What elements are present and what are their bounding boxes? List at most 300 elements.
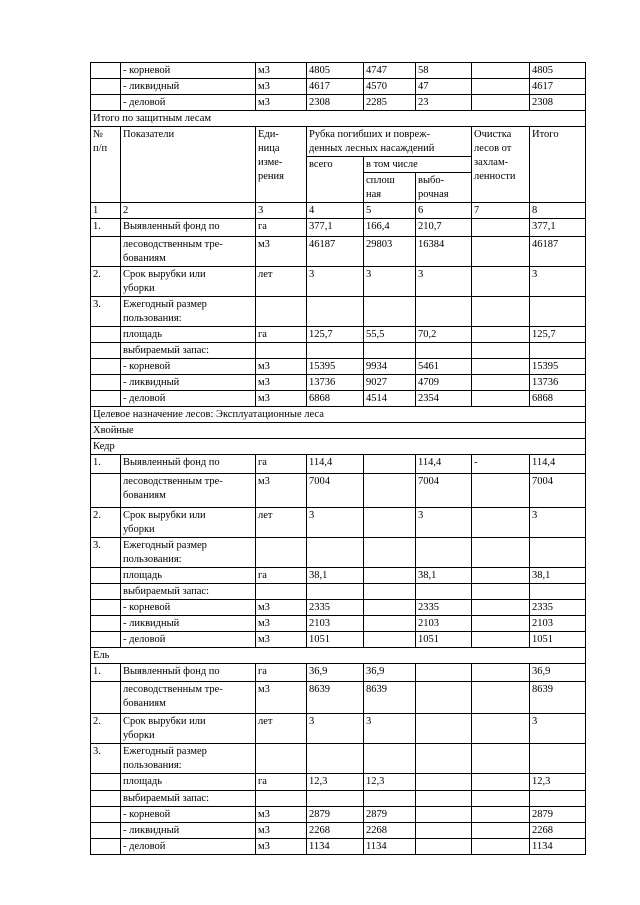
- table-cell: Итого: [530, 127, 586, 203]
- table-cell: 9027: [364, 375, 416, 391]
- table-cell: [91, 600, 121, 616]
- table-cell: [91, 568, 121, 584]
- table-cell: 46187: [530, 237, 586, 267]
- table-cell: - корневой: [121, 807, 256, 823]
- table-cell: [472, 343, 530, 359]
- table-cell: [91, 823, 121, 839]
- table-row: [91, 359, 586, 375]
- table-cell: 15395: [307, 359, 364, 375]
- table-cell: [472, 682, 530, 714]
- table-cell: [530, 538, 586, 568]
- table-cell: Срок вырубки или уборки: [121, 508, 256, 538]
- table-cell: 70,2: [416, 327, 472, 343]
- table-cell: 9934: [364, 359, 416, 375]
- table-cell: [364, 584, 416, 600]
- table-cell: 16384: [416, 237, 472, 267]
- table-cell: [256, 584, 307, 600]
- table-cell: [91, 474, 121, 508]
- table-cell: [472, 664, 530, 682]
- table-header-row: [91, 127, 586, 157]
- table-cell: 2308: [307, 95, 364, 111]
- table-cell: [472, 600, 530, 616]
- table-cell: Очистка лесов от захлам- ленности: [472, 127, 530, 203]
- table-cell: 3: [307, 267, 364, 297]
- table-cell: [416, 664, 472, 682]
- table-cell: [472, 744, 530, 774]
- table-cell: [472, 616, 530, 632]
- table-cell: 36,9: [307, 664, 364, 682]
- table-cell: 4617: [307, 79, 364, 95]
- table-cell: площадь: [121, 327, 256, 343]
- table-cell: Показатели: [121, 127, 256, 203]
- table-cell: -: [472, 455, 530, 474]
- table-cell: [91, 616, 121, 632]
- table-cell: 2335: [530, 600, 586, 616]
- table-row: [91, 616, 586, 632]
- table-cell: [472, 391, 530, 407]
- table-cell: 125,7: [530, 327, 586, 343]
- table-cell: [472, 584, 530, 600]
- table-cell: 3: [256, 203, 307, 219]
- table-cell: Срок вырубки или уборки: [121, 714, 256, 744]
- table-cell: [530, 744, 586, 774]
- table-cell: 12,3: [364, 774, 416, 791]
- table-cell: [416, 682, 472, 714]
- table-cell: 3.: [91, 744, 121, 774]
- table-cell: га: [256, 568, 307, 584]
- table-cell: [472, 359, 530, 375]
- table-cell: 2285: [364, 95, 416, 111]
- table-cell: [472, 774, 530, 791]
- table-cell: м3: [256, 632, 307, 648]
- table-cell: 8639: [364, 682, 416, 714]
- table-cell: [416, 744, 472, 774]
- table-cell: Кедр: [91, 439, 586, 455]
- table-cell: [530, 791, 586, 807]
- table-cell: [91, 682, 121, 714]
- table-cell: 3: [307, 508, 364, 538]
- table-cell: 7004: [416, 474, 472, 508]
- table-cell: площадь: [121, 568, 256, 584]
- table-cell: выбираемый запас:: [121, 584, 256, 600]
- table-row: [91, 508, 586, 538]
- table-cell: [91, 375, 121, 391]
- table-cell: 3: [307, 714, 364, 744]
- table-cell: [91, 237, 121, 267]
- table-cell: [91, 63, 121, 79]
- table-cell: 3: [530, 508, 586, 538]
- table-cell: 2268: [307, 823, 364, 839]
- table-cell: 13736: [307, 375, 364, 391]
- table-cell: [416, 714, 472, 744]
- table-cell: в том числе: [364, 157, 472, 173]
- section-row: [91, 423, 586, 439]
- table-cell: 5461: [416, 359, 472, 375]
- forest-use-table: [90, 62, 586, 855]
- table-cell: 4514: [364, 391, 416, 407]
- table-cell: [472, 508, 530, 538]
- table-cell: 2.: [91, 508, 121, 538]
- table-row: [91, 327, 586, 343]
- table-cell: [416, 807, 472, 823]
- table-cell: 4709: [416, 375, 472, 391]
- table-cell: [472, 632, 530, 648]
- table-cell: Итого по защитным лесам: [91, 111, 586, 127]
- table-cell: 47: [416, 79, 472, 95]
- table-cell: 6: [416, 203, 472, 219]
- table-cell: - корневой: [121, 359, 256, 375]
- table-cell: 6868: [307, 391, 364, 407]
- table-cell: м3: [256, 391, 307, 407]
- table-cell: [472, 63, 530, 79]
- table-cell: выбираемый запас:: [121, 791, 256, 807]
- table-cell: [364, 632, 416, 648]
- table-row: [91, 219, 586, 237]
- table-cell: м3: [256, 237, 307, 267]
- table-row: [91, 632, 586, 648]
- table-cell: [364, 791, 416, 807]
- table-cell: Ежегодный размер пользования:: [121, 744, 256, 774]
- table-cell: м3: [256, 359, 307, 375]
- table-cell: 377,1: [307, 219, 364, 237]
- table-row: [91, 823, 586, 839]
- table-row: [91, 63, 586, 79]
- table-cell: 36,9: [530, 664, 586, 682]
- table-cell: 1.: [91, 455, 121, 474]
- table-cell: [91, 95, 121, 111]
- table-cell: 29803: [364, 237, 416, 267]
- table-cell: 6868: [530, 391, 586, 407]
- table-cell: [91, 774, 121, 791]
- table-row: [91, 682, 586, 714]
- table-cell: [472, 237, 530, 267]
- table-cell: м3: [256, 95, 307, 111]
- table-cell: 55,5: [364, 327, 416, 343]
- table-cell: - деловой: [121, 391, 256, 407]
- table-cell: 4747: [364, 63, 416, 79]
- table-cell: [256, 744, 307, 774]
- table-cell: [530, 343, 586, 359]
- table-cell: 1134: [307, 839, 364, 855]
- table-body: [91, 63, 586, 855]
- table-row: [91, 455, 586, 474]
- table-cell: лет: [256, 714, 307, 744]
- table-row: [91, 237, 586, 267]
- table-cell: лесоводственным тре- бованиям: [121, 682, 256, 714]
- table-row: [91, 600, 586, 616]
- table-cell: 2879: [364, 807, 416, 823]
- table-cell: м3: [256, 474, 307, 508]
- table-cell: 2103: [530, 616, 586, 632]
- table-cell: Еди- ница изме- рения: [256, 127, 307, 203]
- table-cell: 1134: [364, 839, 416, 855]
- table-cell: Срок вырубки или уборки: [121, 267, 256, 297]
- table-cell: 38,1: [416, 568, 472, 584]
- table-cell: га: [256, 455, 307, 474]
- table-cell: 1051: [530, 632, 586, 648]
- table-cell: [364, 600, 416, 616]
- table-cell: 8639: [530, 682, 586, 714]
- table-cell: лет: [256, 508, 307, 538]
- table-row: [91, 744, 586, 774]
- table-cell: м3: [256, 600, 307, 616]
- table-cell: [307, 297, 364, 327]
- table-cell: [307, 584, 364, 600]
- table-cell: Выявленный фонд по: [121, 664, 256, 682]
- table-cell: лесоводственным тре- бованиям: [121, 474, 256, 508]
- table-cell: [472, 79, 530, 95]
- table-cell: [364, 343, 416, 359]
- table-cell: [91, 839, 121, 855]
- table-cell: - ликвидный: [121, 375, 256, 391]
- table-cell: 125,7: [307, 327, 364, 343]
- table-cell: 114,4: [416, 455, 472, 474]
- table-cell: 4617: [530, 79, 586, 95]
- table-cell: 7004: [530, 474, 586, 508]
- table-cell: 3: [416, 508, 472, 538]
- table-cell: 114,4: [530, 455, 586, 474]
- table-cell: Ель: [91, 648, 586, 664]
- table-cell: м3: [256, 839, 307, 855]
- table-cell: м3: [256, 807, 307, 823]
- table-row: [91, 95, 586, 111]
- table-cell: м3: [256, 79, 307, 95]
- table-row: [91, 267, 586, 297]
- table-cell: [416, 823, 472, 839]
- table-cell: [472, 267, 530, 297]
- table-cell: 7004: [307, 474, 364, 508]
- table-row: [91, 297, 586, 327]
- table-cell: [472, 327, 530, 343]
- table-cell: [91, 584, 121, 600]
- table-cell: [472, 791, 530, 807]
- table-cell: м3: [256, 616, 307, 632]
- document: [90, 62, 585, 855]
- table-cell: 15395: [530, 359, 586, 375]
- table-cell: 4: [307, 203, 364, 219]
- table-cell: [472, 839, 530, 855]
- table-cell: 7: [472, 203, 530, 219]
- table-cell: [364, 744, 416, 774]
- section-row: [91, 407, 586, 423]
- table-cell: выбо- рочная: [416, 173, 472, 203]
- table-cell: [416, 791, 472, 807]
- table-cell: 166,4: [364, 219, 416, 237]
- table-cell: 2268: [364, 823, 416, 839]
- table-cell: 1051: [416, 632, 472, 648]
- table-cell: 2: [121, 203, 256, 219]
- table-cell: 2879: [307, 807, 364, 823]
- table-cell: га: [256, 664, 307, 682]
- table-cell: [256, 538, 307, 568]
- table-cell: [256, 791, 307, 807]
- table-cell: [416, 343, 472, 359]
- table-cell: 12,3: [307, 774, 364, 791]
- table-cell: 3.: [91, 297, 121, 327]
- table-cell: [91, 391, 121, 407]
- table-cell: [472, 807, 530, 823]
- table-cell: 1051: [307, 632, 364, 648]
- table-cell: Ежегодный размер пользования:: [121, 538, 256, 568]
- table-cell: 13736: [530, 375, 586, 391]
- table-cell: 3: [530, 714, 586, 744]
- table-cell: [307, 744, 364, 774]
- table-cell: лесоводственным тре- бованиям: [121, 237, 256, 267]
- table-cell: 23: [416, 95, 472, 111]
- table-cell: 5: [364, 203, 416, 219]
- table-cell: [307, 791, 364, 807]
- table-cell: Выявленный фонд по: [121, 455, 256, 474]
- table-cell: - ликвидный: [121, 79, 256, 95]
- table-cell: [472, 474, 530, 508]
- table-cell: - деловой: [121, 839, 256, 855]
- table-cell: 4570: [364, 79, 416, 95]
- table-row: [91, 343, 586, 359]
- table-cell: [472, 714, 530, 744]
- table-cell: [530, 584, 586, 600]
- section-row: [91, 648, 586, 664]
- table-cell: [472, 823, 530, 839]
- table-cell: [91, 79, 121, 95]
- table-cell: Ежегодный размер пользования:: [121, 297, 256, 327]
- table-cell: сплош ная: [364, 173, 416, 203]
- table-cell: - корневой: [121, 600, 256, 616]
- table-row: [91, 568, 586, 584]
- table-cell: [364, 508, 416, 538]
- table-cell: 1134: [530, 839, 586, 855]
- table-cell: [91, 359, 121, 375]
- table-cell: - корневой: [121, 63, 256, 79]
- table-cell: м3: [256, 682, 307, 714]
- table-cell: выбираемый запас:: [121, 343, 256, 359]
- table-cell: га: [256, 219, 307, 237]
- section-row: [91, 111, 586, 127]
- table-row: [91, 375, 586, 391]
- table-cell: 46187: [307, 237, 364, 267]
- table-cell: [91, 791, 121, 807]
- table-row: [91, 391, 586, 407]
- table-cell: 38,1: [307, 568, 364, 584]
- table-cell: 3: [530, 267, 586, 297]
- table-cell: [364, 568, 416, 584]
- table-cell: [91, 343, 121, 359]
- table-cell: [91, 807, 121, 823]
- table-cell: [91, 632, 121, 648]
- table-cell: [307, 343, 364, 359]
- table-row: [91, 839, 586, 855]
- table-cell: 2335: [416, 600, 472, 616]
- table-cell: [416, 297, 472, 327]
- table-cell: м3: [256, 63, 307, 79]
- table-row: [91, 791, 586, 807]
- table-cell: Целевое назначение лесов: Эксплуатационные леса: [91, 407, 586, 423]
- table-cell: 2103: [416, 616, 472, 632]
- table-cell: 3: [364, 267, 416, 297]
- table-row: [91, 714, 586, 744]
- table-cell: 4805: [530, 63, 586, 79]
- table-cell: [364, 538, 416, 568]
- table-cell: 1.: [91, 664, 121, 682]
- table-cell: 2354: [416, 391, 472, 407]
- section-row: [91, 439, 586, 455]
- table-cell: № п/п: [91, 127, 121, 203]
- table-cell: 4805: [307, 63, 364, 79]
- table-cell: 3: [364, 714, 416, 744]
- table-row: [91, 203, 586, 219]
- table-cell: Рубка погибших и повреж- денных лесных насаждений: [307, 127, 472, 157]
- table-row: [91, 664, 586, 682]
- table-cell: [416, 584, 472, 600]
- table-row: [91, 474, 586, 508]
- table-cell: 2879: [530, 807, 586, 823]
- table-cell: [472, 375, 530, 391]
- table-row: [91, 584, 586, 600]
- table-cell: - деловой: [121, 632, 256, 648]
- table-cell: 8: [530, 203, 586, 219]
- table-cell: га: [256, 774, 307, 791]
- table-row: [91, 774, 586, 791]
- table-cell: 2268: [530, 823, 586, 839]
- table-cell: 8639: [307, 682, 364, 714]
- table-cell: 2335: [307, 600, 364, 616]
- table-row: [91, 807, 586, 823]
- table-cell: [307, 538, 364, 568]
- table-cell: 2.: [91, 267, 121, 297]
- table-cell: [416, 538, 472, 568]
- table-cell: м3: [256, 823, 307, 839]
- table-cell: [364, 474, 416, 508]
- table-cell: га: [256, 327, 307, 343]
- table-cell: [416, 774, 472, 791]
- table-cell: 3: [416, 267, 472, 297]
- table-cell: Хвойные: [91, 423, 586, 439]
- table-cell: 3.: [91, 538, 121, 568]
- table-cell: [472, 297, 530, 327]
- table-cell: [416, 839, 472, 855]
- table-cell: [256, 297, 307, 327]
- table-cell: - ликвидный: [121, 823, 256, 839]
- table-cell: 12,3: [530, 774, 586, 791]
- table-cell: 38,1: [530, 568, 586, 584]
- table-cell: площадь: [121, 774, 256, 791]
- table-cell: [472, 95, 530, 111]
- table-cell: [472, 568, 530, 584]
- table-cell: 2308: [530, 95, 586, 111]
- table-cell: [91, 327, 121, 343]
- table-cell: 210,7: [416, 219, 472, 237]
- table-cell: 58: [416, 63, 472, 79]
- table-cell: 2.: [91, 714, 121, 744]
- table-cell: 1: [91, 203, 121, 219]
- table-cell: 1.: [91, 219, 121, 237]
- table-cell: [472, 538, 530, 568]
- table-cell: лет: [256, 267, 307, 297]
- table-cell: [472, 219, 530, 237]
- table-cell: м3: [256, 375, 307, 391]
- table-cell: [364, 455, 416, 474]
- table-cell: всего: [307, 157, 364, 203]
- table-row: [91, 79, 586, 95]
- table-cell: [256, 343, 307, 359]
- table-cell: - ликвидный: [121, 616, 256, 632]
- table-cell: 2103: [307, 616, 364, 632]
- table-row: [91, 538, 586, 568]
- table-cell: 114,4: [307, 455, 364, 474]
- table-cell: [364, 616, 416, 632]
- table-cell: - деловой: [121, 95, 256, 111]
- table-cell: [364, 297, 416, 327]
- table-cell: 36,9: [364, 664, 416, 682]
